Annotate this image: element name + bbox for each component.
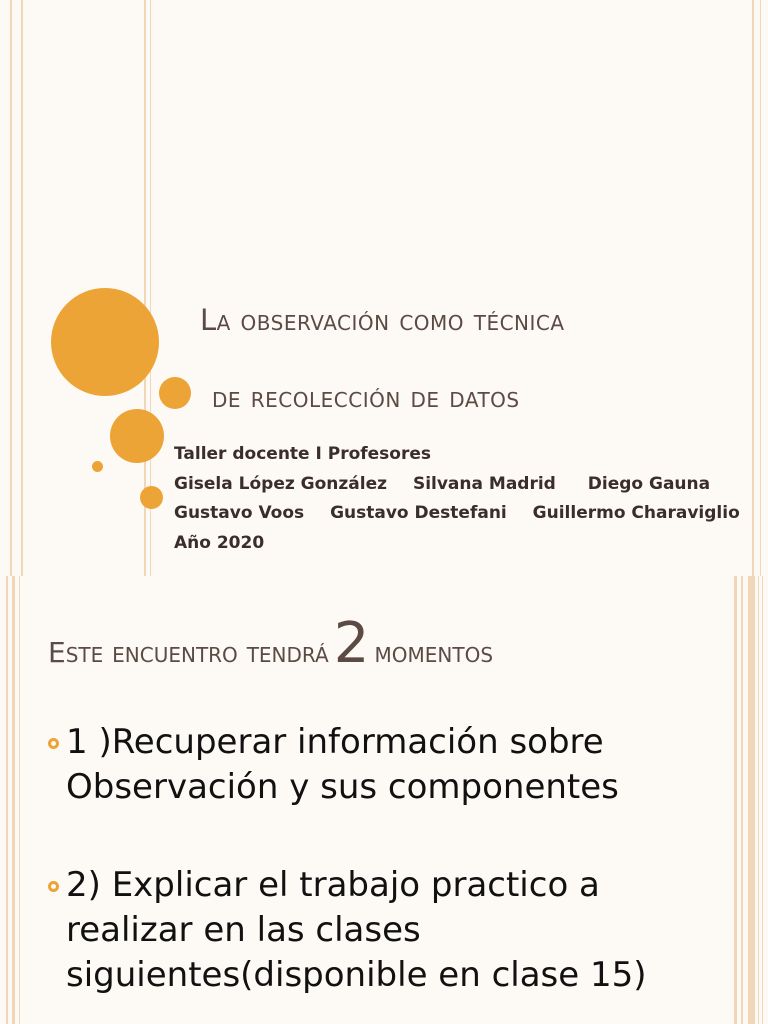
subtitle-course: Taller docente I Profesores — [174, 444, 432, 464]
bullet-text: 2) Explicar el trabajo practico a realizar en las clases siguientes(disponible en clase 15) — [66, 865, 647, 995]
decorative-stripe — [760, 0, 761, 576]
author-name: Gustavo Destefani — [330, 503, 507, 523]
decorative-stripe — [748, 576, 755, 1024]
slide-heading — [48, 611, 493, 676]
title-line-2: de recolección de datos — [212, 380, 520, 414]
author-name: Gisela López González — [174, 474, 388, 494]
decorative-stripe — [758, 576, 759, 1024]
decorative-stripe — [762, 576, 763, 1024]
authors-row-1 — [174, 474, 710, 494]
bullet-item — [48, 863, 708, 998]
heading-number: 2 — [333, 611, 370, 676]
bullet-circle-icon — [48, 881, 59, 892]
bullet-circle-icon — [48, 738, 59, 749]
decorative-circle-small — [140, 486, 163, 509]
decorative-stripe — [752, 0, 754, 576]
year-label: Año 2020 — [174, 533, 265, 553]
decorative-circle-large — [51, 288, 159, 396]
heading-text-pre: Este encuentro tendrá — [48, 636, 329, 669]
authors-row-2 — [174, 503, 740, 523]
decorative-circle-medium — [110, 409, 164, 463]
decorative-stripe — [734, 576, 737, 1024]
decorative-stripe — [12, 576, 15, 1024]
decorative-stripe — [10, 0, 12, 576]
author-name: Guillermo Charaviglio — [532, 503, 740, 523]
decorative-stripe — [741, 576, 743, 1024]
author-name: Silvana Madrid — [412, 474, 556, 494]
decorative-stripe — [19, 576, 20, 1024]
decorative-stripe — [6, 576, 8, 1024]
heading-text-post: momentos — [374, 636, 494, 669]
title-line-1: La observación como técnica — [200, 303, 565, 337]
bullet-item — [48, 720, 708, 810]
decorative-stripe — [21, 0, 23, 576]
author-name: Gustavo Voos — [174, 503, 305, 523]
author-name: Diego Gauna — [587, 474, 711, 494]
bullet-text: 1 )Recuperar información sobre Observación y sus componentes — [66, 722, 619, 807]
decorative-circle-small — [159, 377, 191, 409]
decorative-circle-dot — [92, 461, 103, 472]
